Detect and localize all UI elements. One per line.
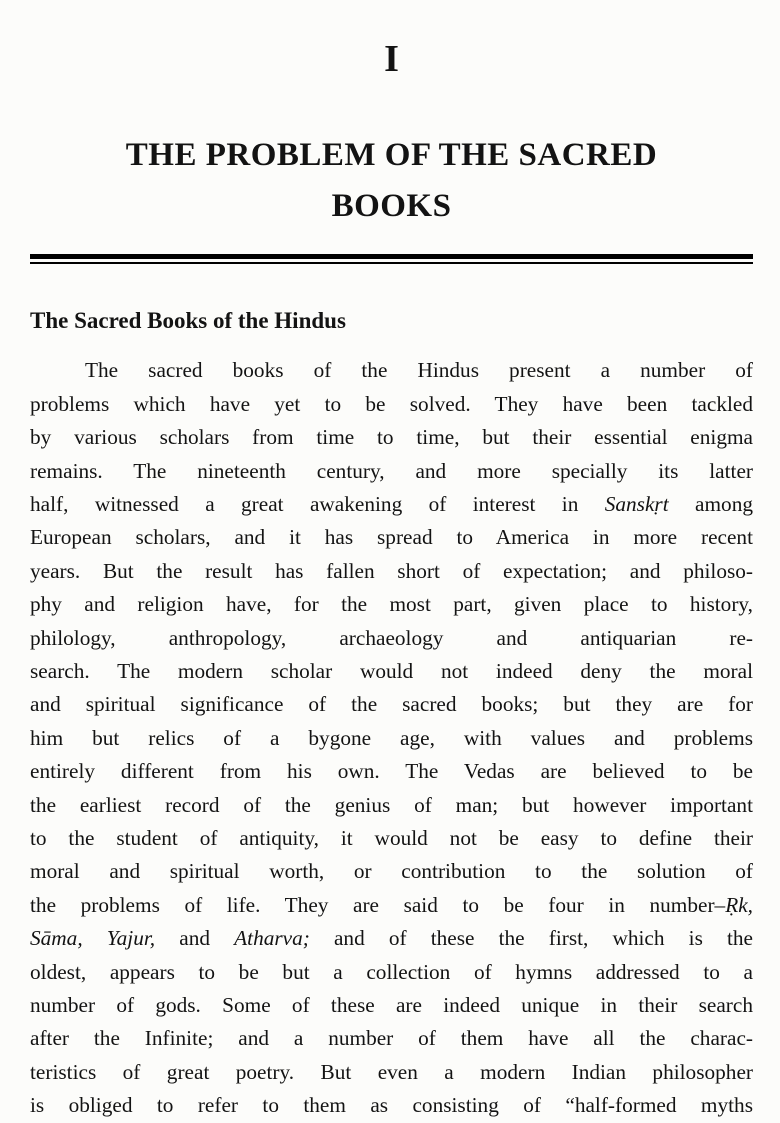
paragraph-line: problems which have yet to be solved. They have been tackled	[30, 391, 753, 416]
paragraph-line: is obliged to refer to them as consisting of “half-formed myths	[30, 1093, 753, 1118]
paragraph-line: entirely different from his own. The Vedas are believed to be	[30, 759, 753, 784]
chapter-number: I	[384, 38, 399, 80]
paragraph-line: oldest, appears to be but a collection of hymns addressed to a	[30, 959, 753, 984]
paragraph-line: the earliest record of the genius of man; but however important	[30, 792, 753, 817]
paragraph-line: and spiritual significance of the sacred books; but they are for	[30, 692, 753, 717]
paragraph-line: half, witnessed a great awakening of interest in Sanskṛt among	[30, 491, 753, 516]
chapter-title	[30, 130, 753, 232]
paragraph-line: search. The modern scholar would not indeed deny the moral	[30, 658, 753, 683]
paragraph-line: him but relics of a bygone age, with values and problems	[30, 725, 753, 750]
paragraph-line: European scholars, and it has spread to America in more recent	[30, 525, 753, 550]
chapter-title-line-1: THE PROBLEM OF THE SACRED	[125, 137, 658, 173]
paragraph-line: phy and religion have, for the most part, given place to history,	[30, 592, 753, 617]
paragraph-line: moral and spiritual worth, or contribution to the solution of	[30, 859, 753, 884]
paragraph-line: after the Infinite; and a number of them have all the charac-	[30, 1026, 753, 1051]
paragraph-line: Sāma, Yajur, and Atharva; and of these the first, which is the	[30, 926, 754, 951]
body-paragraph	[30, 354, 753, 1122]
paragraph-line: remains. The nineteenth century, and more specially its latter	[30, 458, 753, 483]
paragraph-line: by various scholars from time to time, but their essential enigma	[30, 425, 753, 450]
paragraph-line: number of gods. Some of these are indeed unique in their search	[30, 993, 753, 1018]
paragraph-line: years. But the result has fallen short of expectation; and philoso-	[30, 558, 753, 583]
paragraph-line: The sacred books of the Hindus present a number of	[85, 358, 753, 383]
paragraph-line: teristics of great poetry. But even a modern Indian philosopher	[30, 1059, 753, 1084]
chapter-title-line-2: BOOKS	[331, 188, 452, 224]
paragraph-line: to the student of antiquity, it would not be easy to define their	[30, 825, 753, 850]
paragraph-line: philology, anthropology, archaeology and antiquarian re-	[30, 625, 753, 650]
section-heading: The Sacred Books of the Hindus	[30, 308, 346, 333]
paragraph-line: the problems of life. They are said to be four in number–Ṛk,	[30, 892, 753, 917]
title-double-rule	[30, 254, 753, 264]
